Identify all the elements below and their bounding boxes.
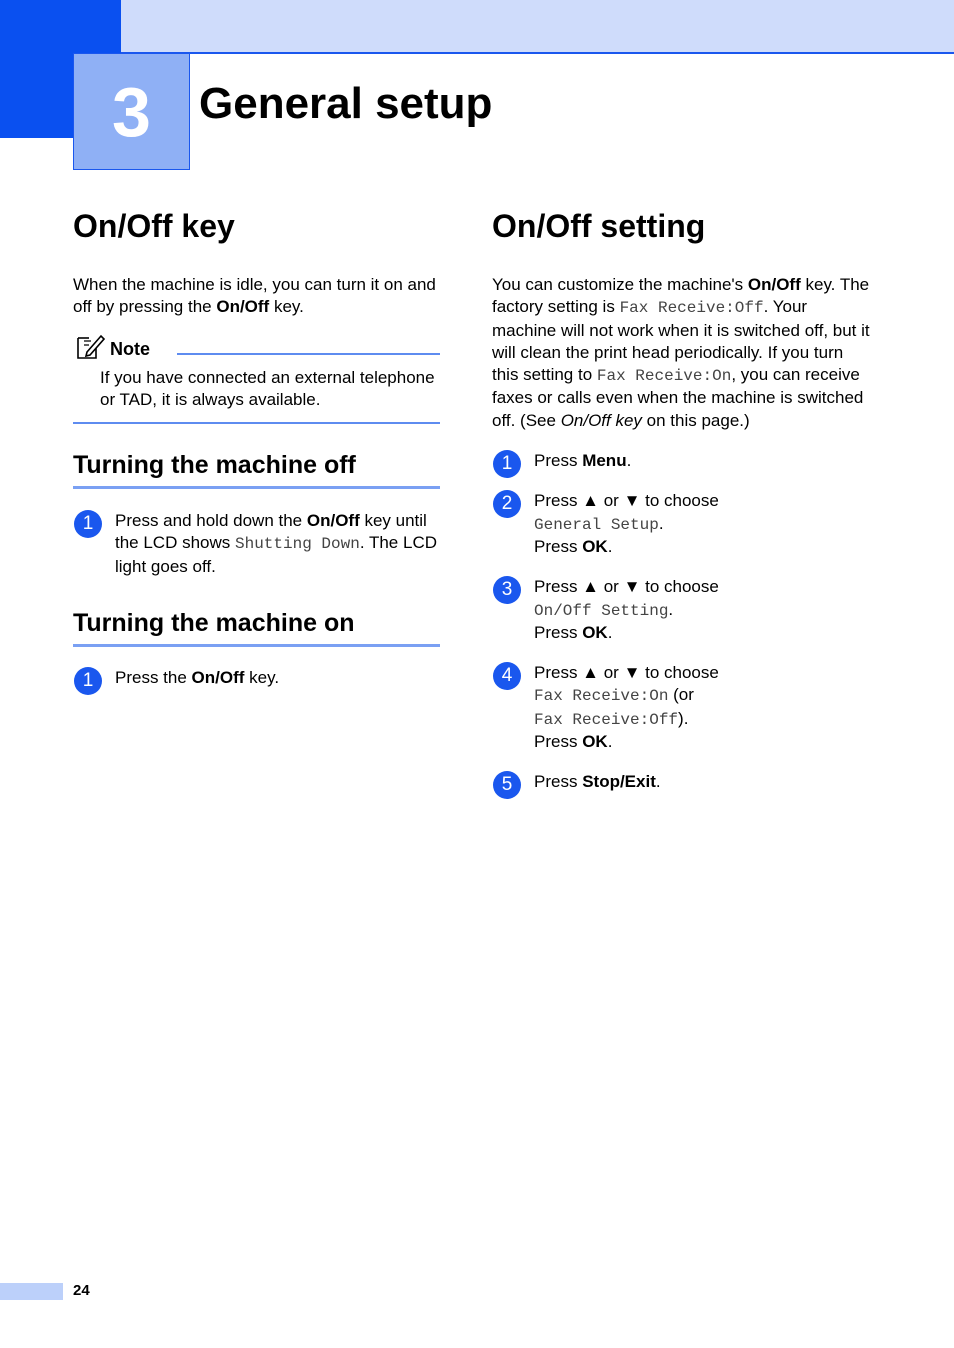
setting-step-3: 3 Press ▲ or ▼ to choose On/Off Setting. Press OK. (492, 576, 872, 644)
step-badge: 1 (493, 450, 521, 478)
note-rule (177, 353, 440, 355)
chapter-number-box (73, 53, 190, 170)
step-badge: 2 (493, 490, 521, 518)
step-badge: 4 (493, 662, 521, 690)
lcd-text: On/Off Setting (534, 601, 669, 620)
step-badge: 1 (74, 667, 102, 695)
page-number-tab (0, 1283, 63, 1300)
step-badge: 3 (493, 576, 521, 604)
onoff-key-name: On/Off (216, 297, 270, 317)
lcd-text: Fax Receive:On (596, 367, 732, 386)
note-label: Note (110, 338, 150, 359)
lcd-text: Fax Receive:Off (619, 299, 764, 318)
chapter-number: 3 (112, 73, 151, 151)
lcd-text: Fax Receive:Off (534, 710, 679, 729)
left-column (73, 200, 440, 692)
note-pencil-icon (75, 333, 105, 361)
turn-on-step-1: 1 Press the On/Off key. (73, 667, 440, 689)
note-bottom-rule (73, 422, 440, 424)
section-heading-onoff-setting: On/Off setting (492, 208, 706, 244)
note-text: If you have connected an external telephone or TAD, it is always available. (100, 367, 435, 409)
page-number: 24 (73, 1282, 90, 1299)
lcd-text: General Setup (534, 515, 659, 534)
setting-step-4: 4 Press ▲ or ▼ to choose Fax Receive:On (or Fax Receive:Off). Press OK. (492, 662, 872, 753)
subheading-turning-off: Turning the machine off (73, 444, 440, 489)
setting-step-1: 1 Press Menu. (492, 450, 872, 472)
onoff-key-intro: When the machine is idle, you can turn it on and off by pressing the On/Off key. (73, 275, 436, 317)
step-badge: 1 (74, 510, 102, 538)
step-badge: 5 (493, 771, 521, 799)
turn-off-step-1: 1 Press and hold down the On/Off key until the LCD shows Shutting Down. The LCD light goes off. (73, 510, 440, 578)
setting-step-5: 5 Press Stop/Exit. (492, 771, 872, 793)
lcd-text: Shutting Down (235, 535, 360, 554)
onoff-setting-intro: You can customize the machine's On/Off key. The factory setting is Fax Receive:Off. Your machine will not work when it is switched off, but it will clean the print head periodically. If you turn this setting to Fax Receive:On, you can receive faxes or calls even when the machine is switched off. (See On/Off key on this page.) (492, 275, 870, 430)
cross-reference: On/Off key (560, 410, 642, 430)
chapter-title: General setup (199, 79, 493, 128)
setting-step-2: 2 Press ▲ or ▼ to choose General Setup. Press OK. (492, 490, 872, 558)
subheading-turning-on: Turning the machine on (73, 602, 440, 647)
header-band (121, 0, 954, 54)
right-column (492, 200, 872, 794)
section-heading-onoff-key: On/Off key (73, 208, 235, 244)
note-box (73, 333, 440, 425)
lcd-text: Fax Receive:On (534, 687, 669, 706)
